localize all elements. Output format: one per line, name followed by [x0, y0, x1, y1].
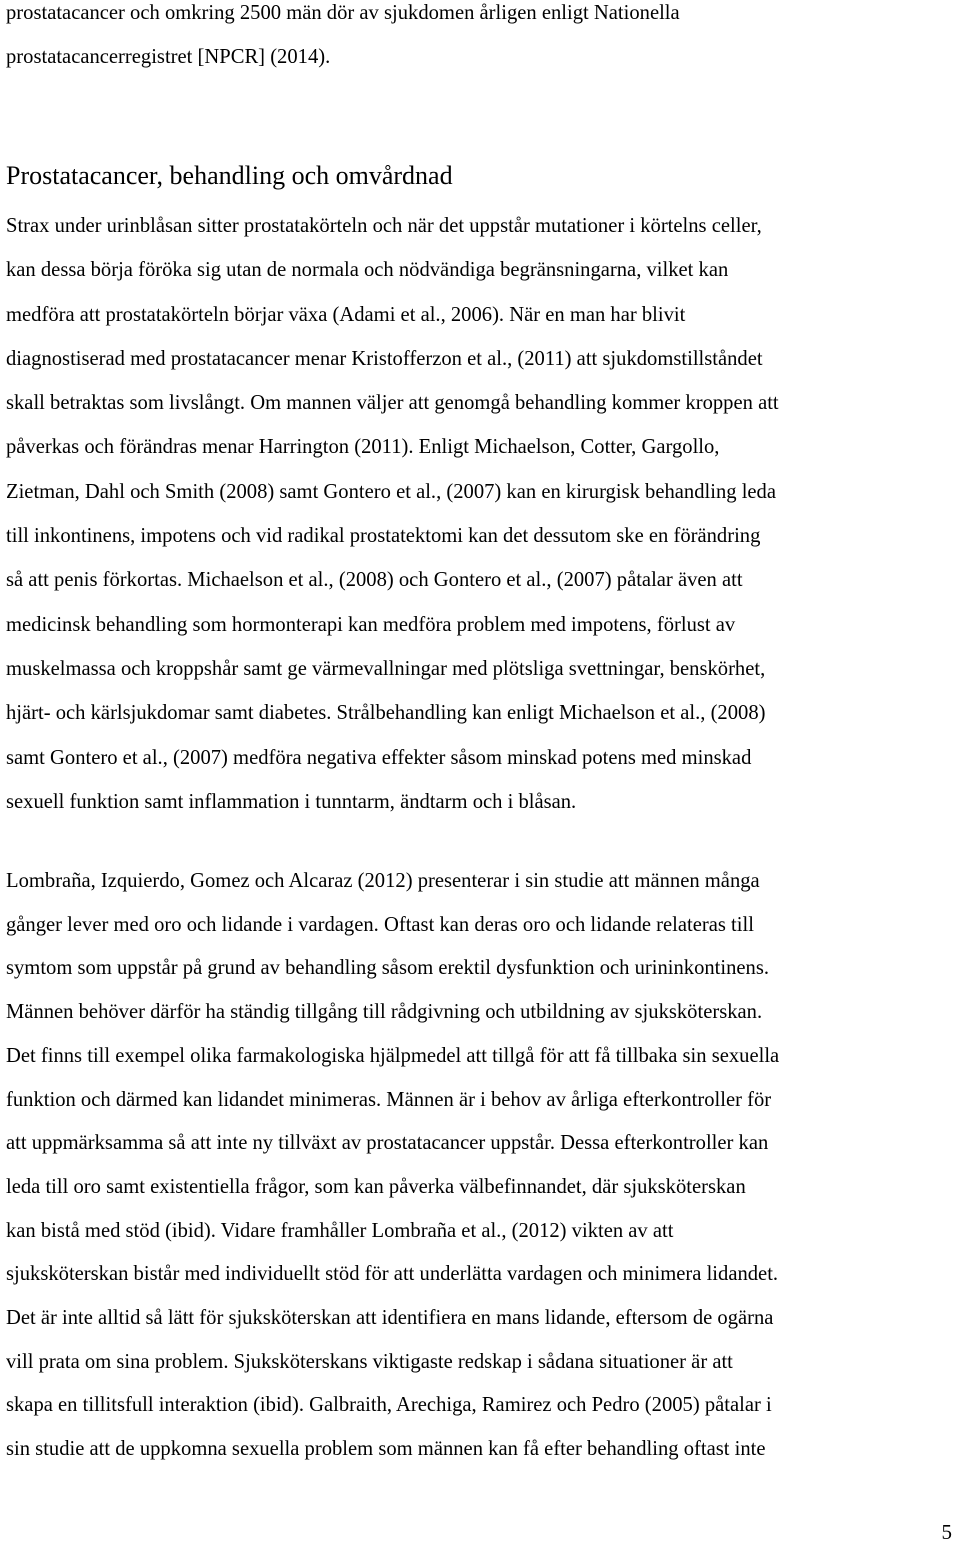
page-number: 5 — [941, 1520, 952, 1544]
section-heading: Prostatacancer, behandling och omvårdnad — [6, 161, 453, 190]
intro-paragraph: prostatacancer och omkring 2500 män dör av sjukdomen årligen enligt Nationella prostatacancerregistret [NPCR] (2014). — [6, 2, 680, 68]
body-paragraph-treatment: Strax under urinblåsan sitter prostatakörteln och när det uppstår mutationer i körtelns celler, kan dessa börja föröka sig utan de normala och nödvändiga begränsningarna, vilket kan medföra att prostatakörteln börjar växa (Adami et al., 2006). När en man har blivit diagnostiserad med prostatacancer menar Kristofferzon et al., (2011) att sjukdomstillståndet skall betraktas som livslångt. Om mannen väljer att genomgå behandling kommer kroppen att påverkas och förändras menar Harrington (2011). Enligt Michaelson, Cotter, Gargollo, Zietman, Dahl och Smith (2008) samt Gontero et al., (2007) kan en kirurgisk behandling leda till inkontinens, impotens och vid radikal prostatektomi kan det dessutom ske en förändring så att penis förkortas. Michaelson et al., (2008) och Gontero et al., (2007) påtalar även att medicinsk behandling som hormonterapi kan medföra problem med impotens, förlust av muskelmassa och kroppshår samt ge värmevallningar med plötsliga svettningar, benskörhet, hjärt- och kärlsjukdomar samt diabetes. Strålbehandling kan enligt Michaelson et al., (2008) samt Gontero et al., (2007) medföra negativa effekter såsom minskad potens med minskad sexuell funktion samt inflammation i tunntarm, ändtarm och i blåsan. — [6, 215, 779, 813]
body-paragraph-suffering: Lombraña, Izquierdo, Gomez och Alcaraz (2012) presenterar i sin studie att männen många gånger lever med oro och lidande i vardagen. Oftast kan deras oro och lidande relateras till symtom som uppstår på grund av behandling såsom erektil dysfunktion och urininkontinens. Männen behöver därför ha ständig tillgång till rådgivning och utbildning av sjuksköterskan. Det finns till exempel olika farmakologiska hjälpmedel att tillgå för att få tillbaka sin sexuella funktion och därmed kan lidandet minimeras. Männen är i behov av årliga efterkontroller för att uppmärksamma så att inte ny tillväxt av prostatacancer uppstår. Dessa efterkontroller kan leda till oro samt existentiella frågor, som kan påverka välbefinnandet, där sjuksköterskan kan bistå med stöd (ibid). Vidare framhåller Lombraña et al., (2012) vikten av att sjuksköterskan bistår med individuellt stöd för att underlätta vardagen och minimera lidandet. Det är inte alltid så lätt för sjuksköterskan att identifiera en mans lidande, eftersom de ogärna vill prata om sina problem. Sjuksköterskans viktigaste redskap i sådana situationer är att skapa en tillitsfull interaktion (ibid). Galbraith, Arechiga, Ramirez och Pedro (2005) påtalar i sin studie att de uppkomna sexuella problem som männen kan få efter behandling oftast inte — [6, 870, 780, 1461]
